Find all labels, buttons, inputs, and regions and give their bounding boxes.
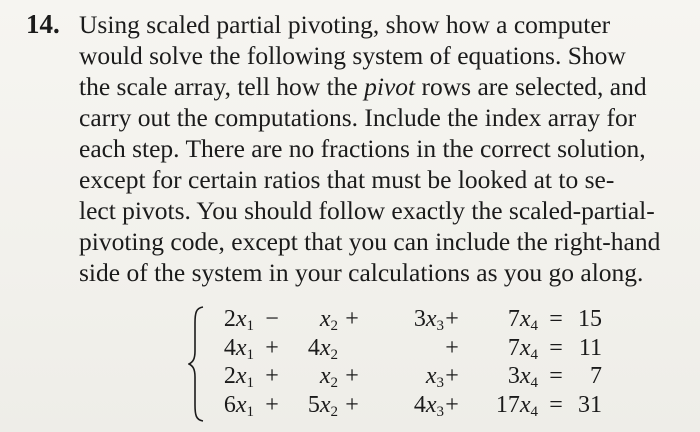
equation-term: $x_3$ xyxy=(425,363,444,391)
statement-line: would solve the following system of equations. Show xyxy=(79,41,626,70)
equation-term: + xyxy=(345,363,359,389)
equation-term: = xyxy=(549,334,563,361)
equation-term: $3x_4$ xyxy=(507,363,538,391)
equation-term: $17x_4$ xyxy=(495,391,538,420)
equation-term: $3x_3$ xyxy=(413,306,444,334)
statement-line: except for certain ratios that must be looked at to se- xyxy=(79,165,615,194)
equation-term: $6x_1$ xyxy=(223,391,254,420)
equation-term: $x_2$ xyxy=(319,363,338,391)
equation-term: $2x_1$ xyxy=(223,363,254,391)
equation-term: $4x_3$ xyxy=(413,391,444,420)
equation-term: $2x_1$ xyxy=(223,306,254,334)
problem-statement xyxy=(79,9,679,288)
equation-term: = xyxy=(549,391,563,418)
emphasis-pivot: pivot xyxy=(364,72,416,101)
equation-term: 11 xyxy=(578,334,602,361)
equation-term: = xyxy=(549,306,563,332)
equation-term: $7x_4$ xyxy=(507,334,538,363)
equation-term: 7 xyxy=(590,363,602,389)
equation-term: + xyxy=(445,391,459,418)
equation-term: + xyxy=(265,363,279,389)
equation-term: $4x_2$ xyxy=(307,334,338,363)
equation-term: $7x_4$ xyxy=(507,306,538,334)
equation-term: + xyxy=(445,363,459,389)
problem-number: 14. xyxy=(26,9,60,39)
equation-term: + xyxy=(445,306,459,332)
left-brace-icon xyxy=(188,305,206,423)
equation-term: + xyxy=(265,334,279,361)
equation-term: $4x_1$ xyxy=(223,334,254,363)
statement-line: each step. There are no fractions in the correct solution, xyxy=(79,134,646,163)
equation-term: + xyxy=(345,391,359,418)
statement-line: lect pivots. You should follow exactly the scaled-partial- xyxy=(79,196,655,225)
equation-term: − xyxy=(265,306,279,332)
statement-line: the scale array, tell how the pivot rows are selected, and xyxy=(79,72,647,101)
equation-system xyxy=(188,305,602,423)
equation-term: $x_2$ xyxy=(319,306,338,334)
equation-term: $5x_2$ xyxy=(307,391,338,420)
equation-term: 15 xyxy=(578,306,602,332)
equation-term: + xyxy=(445,334,459,361)
equation-term: + xyxy=(265,391,279,418)
statement-line: carry out the computations. Include the index array for xyxy=(79,103,637,132)
statement-line: pivoting code, except that you can include the right-hand xyxy=(79,227,661,256)
equation-term: 31 xyxy=(578,391,602,418)
equation-term: = xyxy=(549,363,563,389)
statement-line: side of the system in your calculations as you go along. xyxy=(79,258,644,287)
statement-line: Using scaled partial pivoting, show how a computer xyxy=(79,10,611,39)
equation-term: + xyxy=(345,306,359,332)
